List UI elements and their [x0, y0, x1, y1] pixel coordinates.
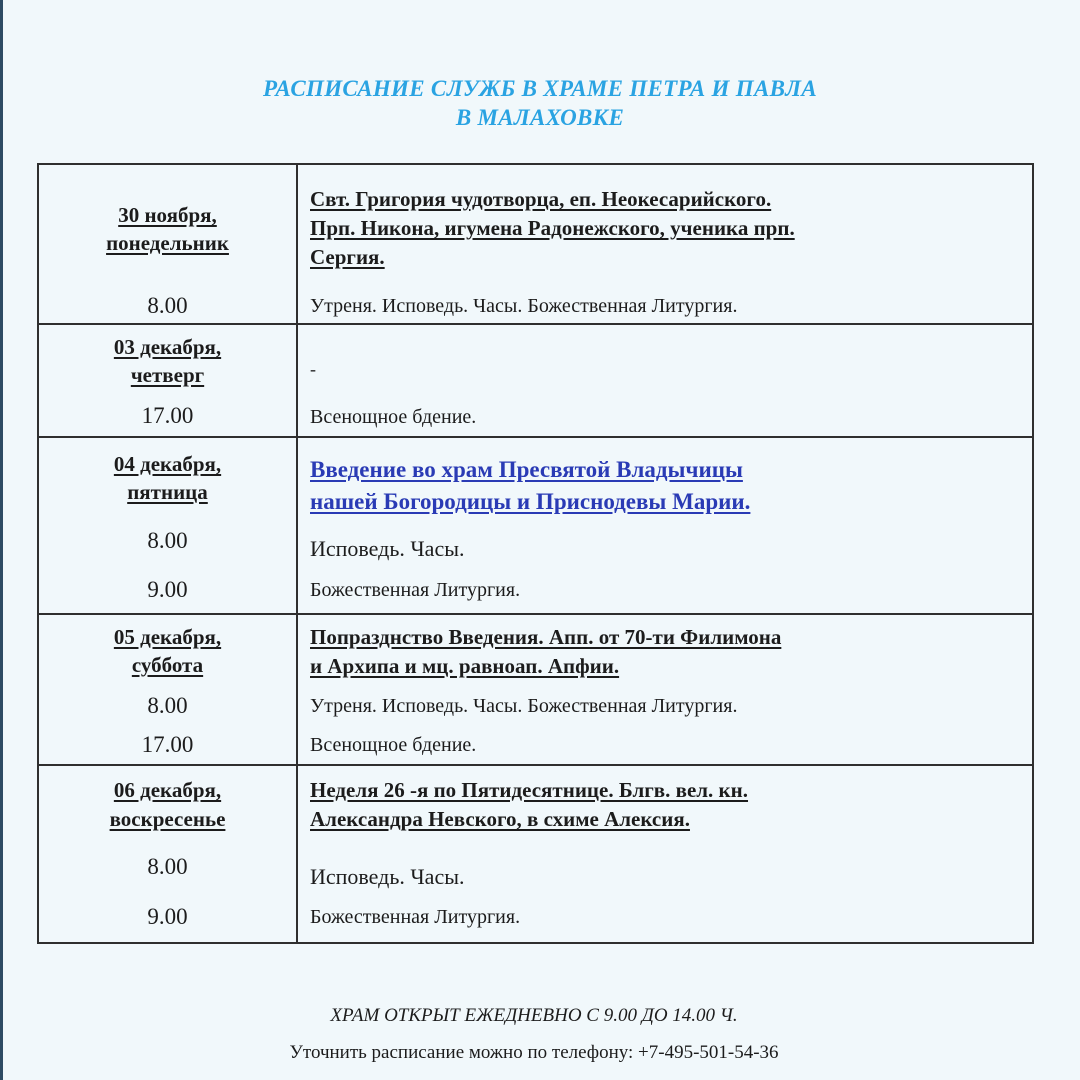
feast-title [310, 185, 1025, 272]
date-label: 03 декабря, [113, 335, 222, 359]
info-cell [297, 164, 1033, 324]
service-description: Исповедь. Часы. [310, 864, 465, 889]
service-time: 8.00 [147, 293, 188, 318]
schedule-row-dec06 [38, 765, 1033, 943]
service-description: Божественная Литургия. [310, 579, 521, 601]
open-hours-note: ХРАМ ОТКРЫТ ЕЖЕДНЕВНО С 9.00 ДО 14.00 Ч. [330, 1005, 738, 1026]
service-time: 17.00 [141, 732, 194, 757]
date-cell [38, 614, 297, 765]
info-cell [297, 324, 1033, 437]
no-feast-dash: - [310, 359, 316, 379]
service-time: 17.00 [141, 403, 194, 428]
feast-line: нашей Богородицы и Приснодевы Марии. [310, 489, 751, 514]
service-description: Утреня. Исповедь. Часы. Божественная Литургия. [310, 295, 738, 317]
left-border [0, 0, 3, 1080]
info-cell [297, 437, 1033, 614]
feast-line: Сергия. [310, 245, 385, 269]
date-cell [38, 765, 297, 943]
feast-line: Попразднство Введения. Апп. от 70-ти Филимона [310, 625, 782, 649]
page-title [0, 74, 1080, 132]
service-description: Всенощное бдение. [310, 734, 477, 756]
weekday-label: воскресенье [109, 807, 226, 831]
feast-line: Александра Невского, в схиме Алексия. [310, 807, 690, 831]
title-line-2: В МАЛАХОВКЕ [455, 105, 625, 130]
feast-title [310, 776, 1025, 834]
title-line-1: РАСПИСАНИЕ СЛУЖБ В ХРАМЕ ПЕТРА И ПАВЛА [263, 76, 817, 101]
date-label: 30 ноября, [118, 203, 217, 227]
date-label: 04 декабря, [113, 452, 222, 476]
weekday-label: суббота [131, 653, 204, 677]
service-description: Всенощное бдение. [310, 406, 477, 428]
service-time: 8.00 [147, 528, 188, 553]
feast-title-link[interactable] [310, 454, 1025, 518]
service-time: 8.00 [147, 693, 188, 718]
feast-line: Введение во храм Пресвятой Владычицы [310, 457, 743, 482]
date-label: 06 декабря, [113, 778, 222, 802]
date-cell [38, 437, 297, 614]
service-time: 9.00 [147, 577, 188, 602]
service-description: Божественная Литургия. [310, 906, 521, 928]
info-cell [297, 765, 1033, 943]
feast-title [310, 623, 1025, 681]
weekday-label: понедельник [106, 231, 229, 255]
feast-line: Свт. Григория чудотворца, еп. Неокесарийского. [310, 187, 772, 211]
service-time: 9.00 [147, 904, 188, 929]
feast-line: и Архипа и мц. равноап. Апфии. [310, 654, 620, 678]
service-description: Исповедь. Часы. [310, 536, 465, 561]
date-cell [38, 164, 297, 324]
schedule-row-dec03 [38, 324, 1033, 437]
service-time: 8.00 [147, 854, 188, 879]
date-cell [38, 324, 297, 437]
service-description: Утреня. Исповедь. Часы. Божественная Литургия. [310, 695, 738, 717]
weekday-label: пятница [127, 480, 208, 504]
feast-line: Неделя 26 -я по Пятидесятнице. Блгв. вел. кн. [310, 778, 749, 802]
schedule-row-dec05 [38, 614, 1033, 765]
phone-note: Уточнить расписание можно по телефону: +7-495-501-54-36 [289, 1042, 779, 1063]
date-label: 05 декабря, [113, 625, 222, 649]
schedule-table [37, 163, 1034, 944]
weekday-label: четверг [130, 363, 205, 387]
schedule-row-nov30 [38, 164, 1033, 324]
schedule-row-dec04 [38, 437, 1033, 614]
info-cell [297, 614, 1033, 765]
feast-line: Прп. Никона, игумена Радонежского, ученика прп. [310, 216, 795, 240]
